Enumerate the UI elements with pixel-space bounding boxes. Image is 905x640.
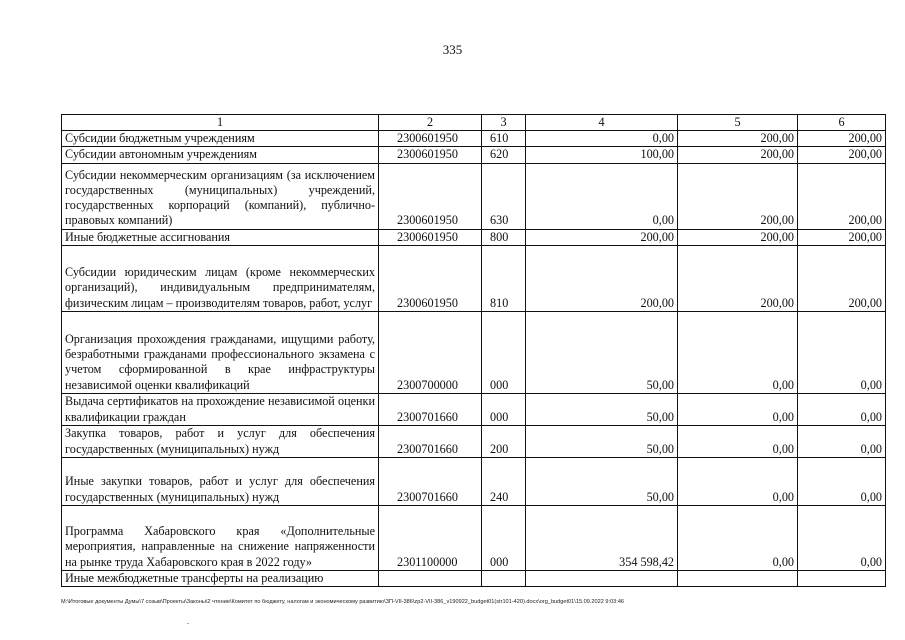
row-name-cell: Закупка товаров, работ и услуг для обеспечения государственных (муниципальных) нужд	[62, 425, 379, 457]
row-value-cell: 0,00	[798, 505, 886, 570]
row-value-cell: 200,00	[526, 245, 678, 311]
row-name-cell: Субсидии бюджетным учреждениям	[62, 131, 379, 147]
table-row	[62, 163, 886, 229]
table-row	[62, 425, 886, 457]
table-row	[62, 245, 886, 311]
table-row	[62, 147, 886, 163]
column-header: 5	[678, 115, 798, 131]
row-value-cell: 50,00	[526, 311, 678, 393]
document-file-path: M:\Итоговые документы Думы\7 созыв\Проекты\Законы\2 чтение\Комитет по бюджету, налогам и экономическому развитию\ЗП-VII-386\zp2-VII-386_v190922_budget01(str101-420).docx\org_budget01\15.09.2022 9:03:46	[61, 599, 625, 605]
row-code-cell: 2300601950	[379, 163, 482, 229]
row-value-cell: 354 598,42	[526, 505, 678, 570]
row-code-cell: 2301100000	[379, 505, 482, 570]
row-value-cell: 200,00	[678, 245, 798, 311]
row-value-cell: 200,00	[678, 163, 798, 229]
column-header: 4	[526, 115, 678, 131]
page-number: 335	[442, 42, 463, 57]
row-code-cell: 2300601950	[379, 245, 482, 311]
row-value-cell: 0,00	[678, 505, 798, 570]
row-value-cell: 100,00	[526, 147, 678, 163]
row-name-cell: Иные межбюджетные трансферты на реализацию	[62, 570, 379, 586]
row-code-cell: 2300701660	[379, 457, 482, 505]
row-vr-cell: 610	[482, 131, 526, 147]
row-vr-cell: 630	[482, 163, 526, 229]
column-header: 6	[798, 115, 886, 131]
row-name-cell: Иные закупки товаров, работ и услуг для обеспечения государственных (муниципальных) нужд	[62, 457, 379, 505]
row-code-cell: 2300701660	[379, 393, 482, 425]
row-code-cell: 2300601950	[379, 229, 482, 245]
row-code-cell: 2300701660	[379, 425, 482, 457]
column-header: 1	[62, 115, 379, 131]
table-row	[62, 505, 886, 570]
row-value-cell: 200,00	[526, 229, 678, 245]
row-name-cell: Субсидии юридическим лицам (кроме некоммерческих организаций), индивидуальным предпринимателям, физическим лицам – производителям товаров, работ, услуг	[62, 245, 379, 311]
row-value-cell: 0,00	[678, 425, 798, 457]
table-row	[62, 393, 886, 425]
row-value-cell: 50,00	[526, 393, 678, 425]
row-vr-cell: 240	[482, 457, 526, 505]
row-value-cell: 200,00	[798, 245, 886, 311]
row-vr-cell: 800	[482, 229, 526, 245]
table-row	[62, 570, 886, 586]
row-value-cell: 0,00	[798, 311, 886, 393]
row-code-cell: 2300601950	[379, 131, 482, 147]
row-value-cell: 0,00	[798, 393, 886, 425]
row-value-cell	[798, 570, 886, 586]
row-value-cell: 50,00	[526, 425, 678, 457]
row-value-cell	[678, 570, 798, 586]
row-code-cell: 2300601950	[379, 147, 482, 163]
row-value-cell: 200,00	[678, 131, 798, 147]
row-name-cell: Субсидии некоммерческим организациям (за исключением государственных (муниципальных) учреждений, государственных корпораций (компаний), публично-правовых компаний)	[62, 163, 379, 229]
row-value-cell: 200,00	[678, 147, 798, 163]
row-vr-cell: 000	[482, 393, 526, 425]
row-value-cell: 0,00	[798, 457, 886, 505]
row-vr-cell: 810	[482, 245, 526, 311]
table-row	[62, 131, 886, 147]
row-name-cell: Субсидии автономным учреждениям	[62, 147, 379, 163]
row-value-cell: 0,00	[526, 163, 678, 229]
row-value-cell: 0,00	[678, 393, 798, 425]
row-value-cell: 200,00	[798, 229, 886, 245]
table-header-row	[62, 115, 886, 131]
row-value-cell: 0,00	[798, 425, 886, 457]
row-name-cell: Программа Хабаровского края «Дополнительные мероприятия, направленные на снижение напряженности на рынке труда Хабаровского края в 2022 году»	[62, 505, 379, 570]
row-name-cell: Выдача сертификатов на прохождение независимой оценки квалификации граждан	[62, 393, 379, 425]
table-row	[62, 311, 886, 393]
row-value-cell: 0,00	[678, 311, 798, 393]
row-name-cell: Иные бюджетные ассигнования	[62, 229, 379, 245]
row-vr-cell: 000	[482, 505, 526, 570]
row-value-cell	[526, 570, 678, 586]
row-value-cell: 0,00	[678, 457, 798, 505]
row-vr-cell: 200	[482, 425, 526, 457]
row-code-cell: 2300700000	[379, 311, 482, 393]
column-header: 3	[482, 115, 526, 131]
row-value-cell: 50,00	[526, 457, 678, 505]
column-header: 2	[379, 115, 482, 131]
row-name-cell: Организация прохождения гражданами, ищущими работу, безработными гражданами профессионального экзамена с учетом сформированной в крае инфраструктуры независимой оценки квалификаций	[62, 311, 379, 393]
row-value-cell: 200,00	[798, 147, 886, 163]
row-vr-cell: 620	[482, 147, 526, 163]
budget-table	[61, 114, 886, 587]
table-row	[62, 457, 886, 505]
table-row	[62, 229, 886, 245]
row-vr-cell	[482, 570, 526, 586]
row-value-cell: 200,00	[798, 163, 886, 229]
row-value-cell: 200,00	[678, 229, 798, 245]
row-value-cell: 0,00	[526, 131, 678, 147]
row-value-cell: 200,00	[798, 131, 886, 147]
footer-mark: .	[187, 617, 189, 626]
row-vr-cell: 000	[482, 311, 526, 393]
row-code-cell	[379, 570, 482, 586]
